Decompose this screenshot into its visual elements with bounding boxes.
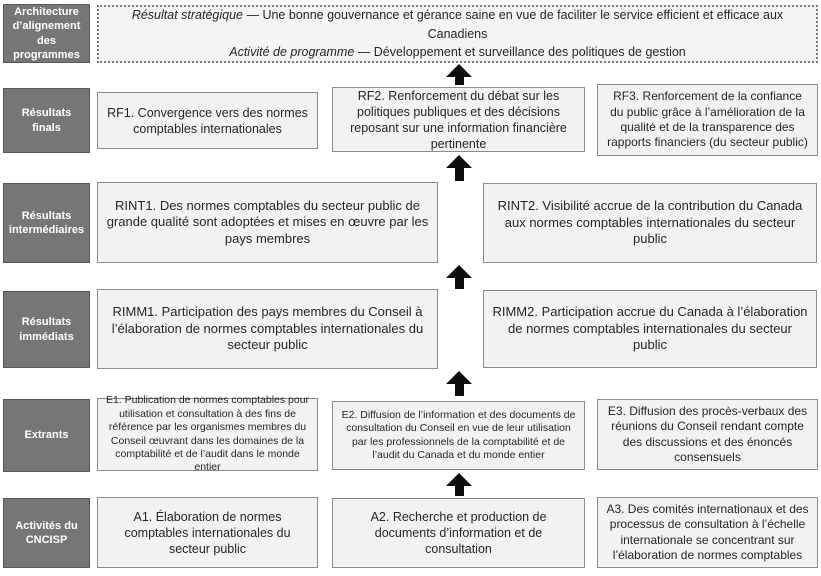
box-rf1: RF1. Convergence vers des normes comptables internationales <box>97 92 318 149</box>
arrow-head <box>446 371 472 384</box>
box-e3: E3. Diffusion des procès-verbaux des réunions du Conseil rendant compte des discussions et des énoncés consensuels <box>597 399 818 470</box>
box-a2: A2. Recherche et production de documents d’information et de consultation <box>332 498 585 568</box>
box-a3: A3. Des comités internationaux et des processus de consultation à l’échelle internationale se concentrant sur l’élaboration de normes comptables <box>597 497 818 568</box>
box-rint1: RINT1. Des normes comptables du secteur public de grande qualité sont adoptées et mises en œuvre par les pays membres <box>97 182 438 263</box>
row-label-architecture: Architecture d’alignement des programmes <box>3 4 90 63</box>
box-rimm2: RIMM2. Participation accrue du Canada à l’élaboration de normes comptables internationales du secteur public <box>483 290 817 368</box>
up-arrow-icon <box>445 64 473 85</box>
box-rf3: RF3. Renforcement de la confiance du public grâce à l’amélioration de la qualité et de la transparence des rapports financiers (du secteur public) <box>597 84 818 156</box>
box-e1: E1. Publication de normes comptables pour utilisation et consultation à des fins de référence par les organismes membres du Conseil œuvrant dans les domaines de la comptabilité et de l’audit dans le monde entier <box>97 398 318 471</box>
row-label-extrants: Extrants <box>3 399 90 472</box>
arrow-shaft <box>455 168 464 181</box>
strategic-line2-text: — Développement et surveillance des politiques de gestion <box>357 45 686 60</box>
up-arrow-icon <box>445 265 473 289</box>
row-label-resultats-finals: Résultats finals <box>3 88 90 153</box>
arrow-head <box>446 473 472 486</box>
arrow-head <box>446 265 472 278</box>
row-label-resultats-immediats: Résultats immédiats <box>3 291 90 368</box>
row-label-resultats-intermediaires: Résultats intermédiaires <box>3 183 90 263</box>
row-label-activites-cncisp: Activités du CNCISP <box>3 498 90 568</box>
box-a1: A1. Élaboration de normes comptables internationales du secteur public <box>97 497 318 568</box>
arrow-shaft <box>455 486 464 496</box>
arrow-shaft <box>455 278 464 289</box>
strategic-line1-text: — Une bonne gouvernance et gérance saine en vue de faciliter le service efficient et efficace aux Canadiens <box>246 7 784 41</box>
box-rf2: RF2. Renforcement du débat sur les politiques publiques et des décisions reposant sur une information financière pertinente <box>332 87 585 152</box>
arrow-shaft <box>455 384 464 396</box>
strategic-result-box <box>97 5 818 63</box>
box-e2: E2. Diffusion de l’information et des documents de consultation du Conseil en vue de leur utilisation par les professionnels de la comptabilité et de l’audit du Canada et du monde entier <box>332 401 585 470</box>
arrow-head <box>446 155 472 168</box>
up-arrow-icon <box>445 155 473 181</box>
strategic-line2-label: Activité de programme <box>229 45 355 60</box>
strategic-line2 <box>106 43 809 62</box>
up-arrow-icon <box>445 473 473 496</box>
up-arrow-icon <box>445 371 473 396</box>
strategic-line1 <box>106 6 809 44</box>
box-rint2: RINT2. Visibilité accrue de la contribution du Canada aux normes comptables internationales du secteur public <box>483 183 817 263</box>
box-rimm1: RIMM1. Participation des pays membres du Conseil à l’élaboration de normes comptables internationales du secteur public <box>97 289 438 369</box>
arrow-shaft <box>455 77 464 85</box>
arrow-head <box>446 64 472 77</box>
strategic-result-text <box>106 6 809 62</box>
strategic-line1-label: Résultat stratégique <box>131 7 243 22</box>
